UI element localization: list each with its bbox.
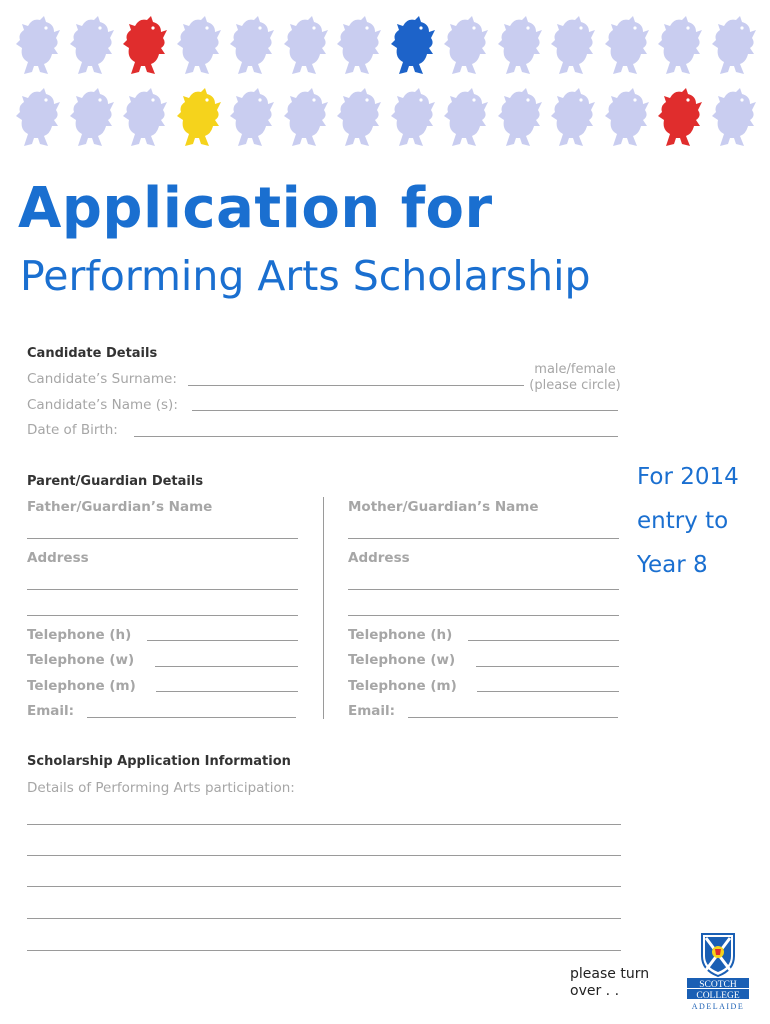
candidate-name-label: Candidate’s Name (s): <box>27 397 178 413</box>
lion-icon <box>706 14 758 80</box>
mother-tel-h-label: Telephone (h) <box>348 627 453 643</box>
mother-tel-m-label: Telephone (m) <box>348 678 457 694</box>
surname-field[interactable] <box>188 385 524 386</box>
participation-line-2[interactable] <box>27 855 621 856</box>
mother-tel-w-field[interactable] <box>476 666 619 667</box>
lion-icon <box>117 86 169 152</box>
participation-label: Details of Performing Arts participation: <box>27 780 295 796</box>
participation-line-1[interactable] <box>27 824 621 825</box>
mother-address-field-1[interactable] <box>348 589 619 590</box>
father-tel-h-label: Telephone (h) <box>27 627 132 643</box>
lion-icon <box>652 86 704 152</box>
participation-line-5[interactable] <box>27 950 621 951</box>
lion-icon <box>224 86 276 152</box>
father-name-field[interactable] <box>27 538 298 539</box>
father-address-field-2[interactable] <box>27 615 298 616</box>
lion-icon <box>117 14 169 80</box>
entry-year-line3: Year 8 <box>637 552 708 578</box>
lion-banner <box>10 14 760 164</box>
lion-icon <box>599 86 651 152</box>
lion-icon <box>278 86 330 152</box>
lion-icon <box>171 14 223 80</box>
father-name-label: Father/Guardian’s Name <box>27 499 213 515</box>
father-tel-m-field[interactable] <box>156 691 298 692</box>
participation-line-3[interactable] <box>27 886 621 887</box>
father-tel-m-label: Telephone (m) <box>27 678 136 694</box>
scholarship-heading: Scholarship Application Information <box>27 754 291 769</box>
lion-icon <box>171 86 223 152</box>
page-subtitle: Performing Arts Scholarship <box>20 252 591 300</box>
father-tel-w-field[interactable] <box>155 666 298 667</box>
lion-icon <box>331 86 383 152</box>
entry-year-line2: entry to <box>637 508 729 534</box>
lion-icon <box>385 14 437 80</box>
lion-icon <box>492 86 544 152</box>
father-email-field[interactable] <box>87 717 296 718</box>
lion-icon <box>10 86 62 152</box>
lion-icon <box>545 86 597 152</box>
gender-choice[interactable] <box>520 362 630 394</box>
mother-email-label: Email: <box>348 703 396 719</box>
lion-icon <box>438 14 490 80</box>
mother-address-label: Address <box>348 550 410 566</box>
father-tel-w-label: Telephone (w) <box>27 652 135 668</box>
gender-options: male/female <box>534 362 616 377</box>
lion-icon <box>64 86 116 152</box>
lion-icon <box>438 86 490 152</box>
gender-instruction: (please circle) <box>529 378 621 393</box>
logo-line-1: SCOTCH <box>699 980 737 990</box>
entry-year-line1: For 2014 <box>637 464 739 490</box>
father-tel-h-field[interactable] <box>147 640 298 641</box>
lion-icon <box>706 86 758 152</box>
mother-tel-m-field[interactable] <box>477 691 619 692</box>
lion-icon <box>599 14 651 80</box>
lion-icon <box>64 14 116 80</box>
dob-field[interactable] <box>134 436 618 437</box>
participation-line-4[interactable] <box>27 918 621 919</box>
mother-email-field[interactable] <box>408 717 618 718</box>
lion-icon <box>492 14 544 80</box>
mother-name-field[interactable] <box>348 538 619 539</box>
lion-icon <box>385 86 437 152</box>
please-turn-over <box>570 966 649 1000</box>
father-address-field-1[interactable] <box>27 589 298 590</box>
crest-shield-icon <box>686 932 750 1012</box>
candidate-details-heading: Candidate Details <box>27 346 158 361</box>
mother-tel-w-label: Telephone (w) <box>348 652 456 668</box>
parent-details-heading: Parent/Guardian Details <box>27 474 204 489</box>
lion-icon <box>278 14 330 80</box>
column-divider <box>323 497 324 719</box>
turn-line-2: over . . <box>570 983 620 999</box>
logo-line-3: ADELAIDE <box>691 1002 745 1011</box>
father-email-label: Email: <box>27 703 75 719</box>
turn-line-1: please turn <box>570 966 650 982</box>
lion-icon <box>545 14 597 80</box>
scotch-college-logo <box>686 932 750 1012</box>
mother-address-field-2[interactable] <box>348 615 619 616</box>
mother-name-label: Mother/Guardian’s Name <box>348 499 539 515</box>
logo-line-2: COLLEGE <box>696 991 740 1001</box>
father-address-label: Address <box>27 550 89 566</box>
lion-icon <box>652 14 704 80</box>
lion-icon <box>10 14 62 80</box>
lion-icon <box>224 14 276 80</box>
candidate-name-field[interactable] <box>192 410 618 411</box>
dob-label: Date of Birth: <box>27 422 118 438</box>
mother-tel-h-field[interactable] <box>468 640 619 641</box>
surname-label: Candidate’s Surname: <box>27 371 177 387</box>
lion-icon <box>331 14 383 80</box>
page-title: Application for <box>18 176 493 241</box>
